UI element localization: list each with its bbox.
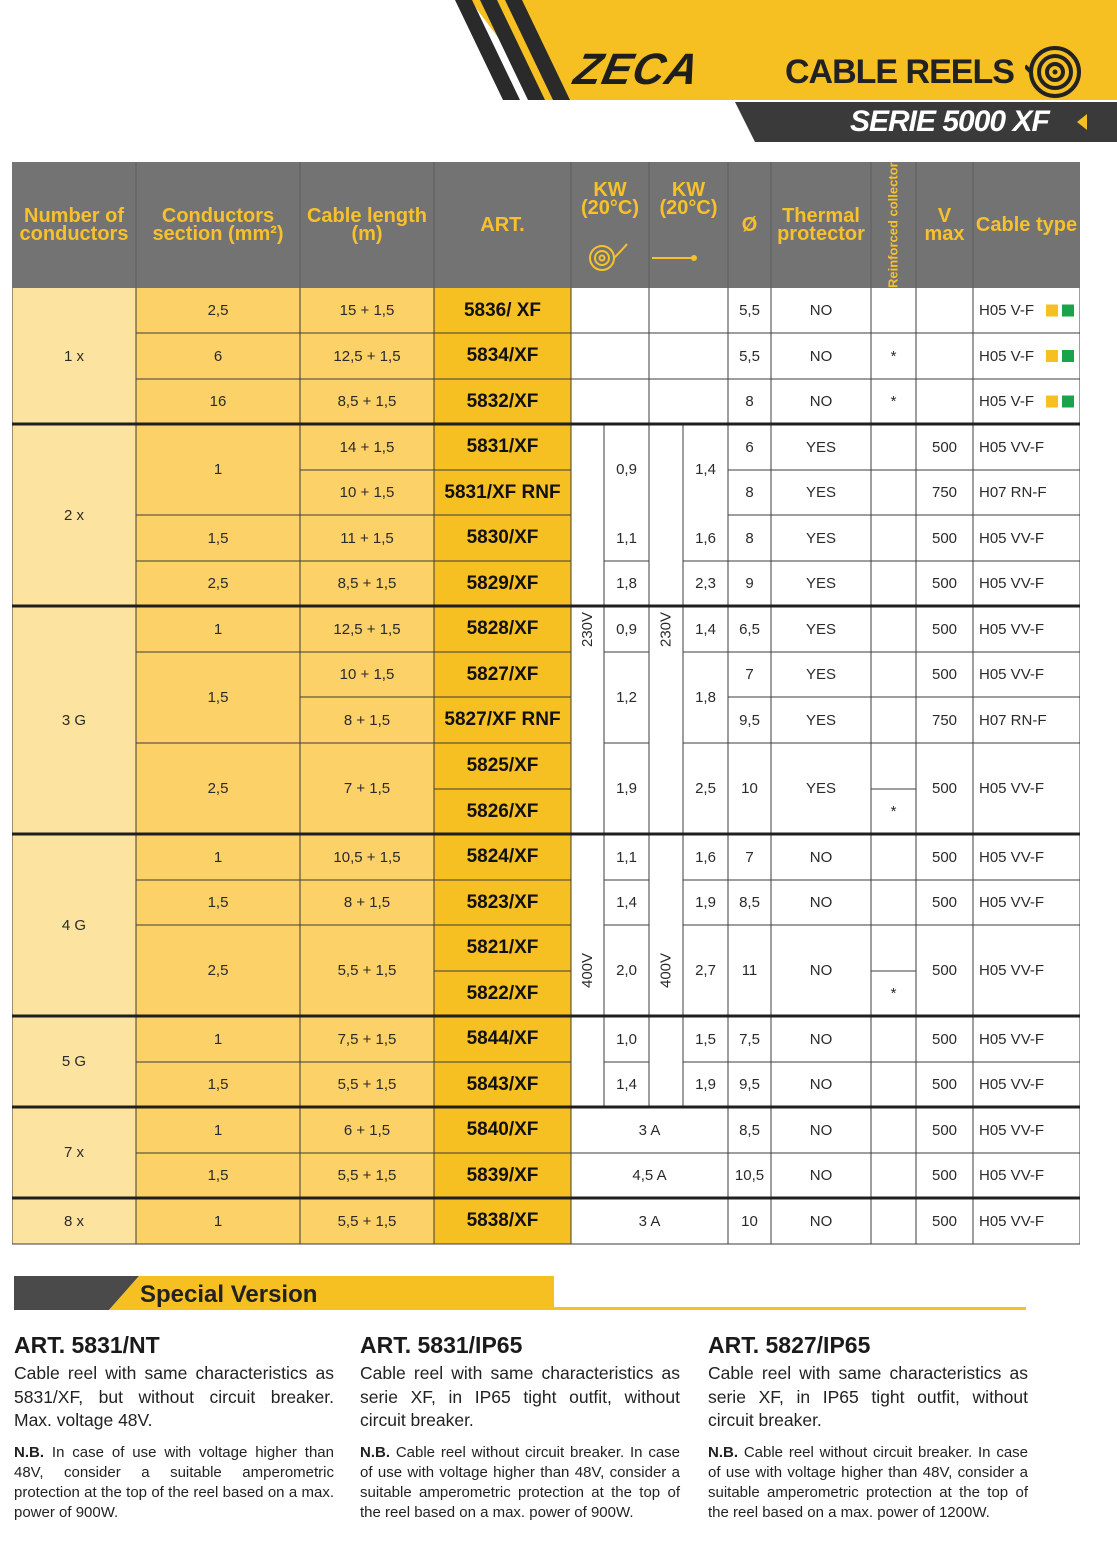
cable-type: H05 VV-F	[979, 620, 1045, 638]
special-item-note: N.B. Cable reel without circuit breaker. In case of use with voltage higher than 48V, consider a suitable amperometric protection at the top of the reel based on a max. power of 900W.	[360, 1443, 680, 1521]
brand-logo: ZECA	[569, 45, 705, 94]
thermal-protector-value: YES	[805, 666, 836, 683]
cable-length: 10 + 1,5	[339, 484, 395, 501]
reinforced-collector-mark	[871, 697, 916, 743]
conductor-section: 2,5	[207, 302, 229, 319]
article-number: 5839/XF	[466, 1164, 539, 1186]
cable-length: 8 + 1,5	[343, 711, 391, 729]
article-number: 5843/XF	[466, 1073, 539, 1095]
header-kw-uncoiled: KW (20°C)	[659, 179, 718, 219]
cable-type: H05 VV-F	[979, 894, 1045, 911]
thermal-protector-value: YES	[805, 438, 836, 456]
v-max-value: 500	[931, 962, 958, 979]
header-art: ART.	[480, 214, 525, 236]
conductor-section: 2,5	[207, 780, 229, 797]
reinforced-collector-mark	[871, 880, 916, 925]
cable-length: 12,5 + 1,5	[333, 620, 401, 638]
page-title: CABLE REELS	[785, 53, 1014, 91]
thermal-protector-value: YES	[805, 780, 836, 797]
kw-coiled-value: 1,4	[616, 1076, 637, 1093]
cable-type: H05 VV-F	[979, 666, 1045, 683]
v-max-value: 500	[931, 1167, 958, 1184]
cable-length: 5,5 + 1,5	[337, 962, 397, 979]
article-number: 5826/XF	[466, 800, 539, 822]
reinforced-collector-mark	[871, 288, 916, 333]
conductor-section: 2,5	[207, 575, 229, 592]
reinforced-collector-mark	[871, 1107, 916, 1153]
diameter-value: 7	[745, 848, 754, 866]
diameter-value: 9	[745, 575, 754, 592]
article-number: 5836/ XF	[463, 299, 542, 321]
thermal-protector-value: YES	[805, 575, 836, 592]
cable-length: 5,5 + 1,5	[337, 1212, 397, 1230]
reinforced-collector-mark	[871, 925, 916, 971]
reinforced-collector-mark	[871, 606, 916, 652]
cable-length: 6 + 1,5	[343, 1121, 391, 1139]
kw-coiled-value: 1,9	[616, 780, 637, 797]
kw-uncoiled-value: 2,5	[695, 780, 716, 797]
group-label: 5 G	[61, 1053, 87, 1070]
voltage-label: 230V	[579, 611, 596, 647]
special-item-description: Cable reel with same characteristics as 5831/XF, but without circuit breaker. Max. voltage 48V.	[14, 1363, 334, 1430]
thermal-protector-value: NO	[809, 1076, 833, 1093]
group-label: 2 x	[63, 506, 84, 524]
cable-type: H05 VV-F	[979, 529, 1045, 547]
v-max-value: 500	[931, 1076, 958, 1093]
cable-type: H05 V-F	[979, 347, 1035, 365]
thermal-protector-value: NO	[809, 1167, 833, 1184]
cable-reel-icon	[1025, 44, 1081, 100]
diameter-value: 8	[745, 393, 754, 410]
reinforced-collector-mark: *	[890, 985, 897, 1002]
article-number: 5823/XF	[466, 891, 539, 913]
conductor-section: 1	[213, 848, 223, 866]
reinforced-collector-mark	[871, 652, 916, 697]
diameter-value: 9,5	[739, 1076, 760, 1093]
diameter-value: 9,5	[739, 711, 760, 729]
cable-length: 7,5 + 1,5	[337, 1030, 397, 1048]
v-max-value: 500	[931, 529, 958, 547]
header-v-max: V max	[924, 205, 965, 245]
article-number: 5832/XF	[466, 390, 539, 412]
page-header	[0, 0, 1117, 150]
thermal-protector-value: NO	[809, 848, 833, 866]
thermal-protector-value: NO	[809, 347, 833, 365]
cable-type: H05 VV-F	[979, 575, 1045, 592]
cable-length: 7 + 1,5	[343, 780, 391, 797]
cable-length: 10,5 + 1,5	[333, 848, 401, 866]
cable-length: 11 + 1,5	[340, 529, 394, 547]
conductor-section: 16	[209, 393, 227, 410]
article-number: 5830/XF	[466, 527, 539, 548]
conductor-section: 2,5	[207, 962, 229, 979]
article-number: 5827/XF RNF	[444, 709, 561, 730]
reinforced-collector-mark	[871, 1153, 916, 1198]
special-item-note: N.B. Cable reel without circuit breaker. In case of use with voltage higher than 48V, consider a suitable amperometric protection at the top of the reel based on a max. power of 1200W.	[708, 1443, 1028, 1521]
v-max-value: 500	[931, 848, 958, 866]
cable-length: 5,5 + 1,5	[337, 1076, 397, 1093]
cable-type: H05 VV-F	[979, 1076, 1045, 1093]
diameter-value: 10	[741, 780, 758, 797]
conductor-section: 1	[213, 461, 223, 478]
thermal-protector-value: YES	[805, 529, 836, 547]
thermal-protector-value: NO	[809, 1030, 833, 1048]
v-max-value: 500	[931, 1121, 958, 1139]
conductor-section: 1	[213, 1121, 223, 1139]
thermal-protector-value: NO	[809, 1121, 833, 1139]
conductor-section: 1	[213, 620, 223, 638]
reinforced-collector-mark: *	[890, 347, 897, 365]
header-conductors-section: Conductors section (mm²)	[152, 205, 284, 245]
v-max-value: 500	[931, 620, 958, 638]
cable-length: 5,5 + 1,5	[337, 1167, 397, 1184]
special-item-description: Cable reel with same characteristics as serie XF, in IP65 tight outfit, without circuit breaker.	[360, 1363, 680, 1430]
cable-type: H05 VV-F	[979, 1121, 1045, 1139]
article-number: 5844/XF	[466, 1028, 539, 1049]
cable-length: 12,5 + 1,5	[333, 347, 401, 365]
conductor-section: 6	[213, 347, 223, 365]
thermal-protector-value: NO	[809, 393, 833, 410]
amperage-value: 3 A	[638, 1212, 661, 1230]
diameter-value: 10	[741, 1212, 758, 1230]
cable-reels-table	[12, 162, 1080, 1248]
reinforced-collector-mark	[871, 743, 916, 789]
article-number: 5840/XF	[466, 1119, 539, 1140]
special-item-art: ART. 5831/IP65	[360, 1332, 523, 1358]
reinforced-collector-mark	[871, 561, 916, 606]
conductor-section: 1,5	[207, 529, 229, 547]
voltage-label: 400V	[657, 952, 675, 989]
conductor-section: 1,5	[207, 1167, 229, 1184]
reinforced-collector-mark	[871, 834, 916, 880]
v-max-value: 500	[931, 575, 958, 592]
kw-uncoiled-value: 1,9	[695, 894, 716, 911]
diameter-value: 8,5	[739, 1121, 760, 1139]
cable-type: H05 VV-F	[979, 962, 1045, 979]
kw-coiled-value: 1,1	[616, 848, 637, 866]
article-number: 5829/XF	[466, 572, 539, 594]
special-item-5831-ip65	[360, 1330, 680, 1523]
article-number: 5838/XF	[466, 1210, 539, 1231]
v-max-value: 500	[931, 666, 958, 683]
diameter-value: 7	[745, 666, 754, 683]
kw-coiled-value: 1,1	[616, 529, 637, 547]
article-number: 5825/XF	[466, 755, 539, 776]
kw-coiled-value: 2,0	[616, 962, 637, 979]
header-cable-type: Cable type	[975, 214, 1078, 236]
kw-uncoiled-value: 1,6	[695, 529, 716, 547]
article-number: 5822/XF	[466, 982, 539, 1004]
diameter-value: 10,5	[734, 1167, 765, 1184]
thermal-protector-value: NO	[809, 302, 833, 319]
reinforced-collector-mark	[871, 1016, 916, 1062]
article-number: 5827/XF	[466, 663, 539, 685]
v-max-value: 500	[931, 1030, 958, 1048]
reinforced-collector-mark: *	[890, 393, 897, 410]
amperage-value: 4,5 A	[632, 1167, 667, 1184]
cable-length: 14 + 1,5	[339, 438, 395, 456]
reinforced-collector-mark	[871, 1198, 916, 1244]
article-number: 5824/XF	[466, 846, 539, 867]
v-max-value	[916, 333, 973, 379]
amperage-value: 3 A	[638, 1121, 661, 1139]
special-item-5827-ip65	[708, 1330, 1028, 1523]
v-max-value: 750	[931, 711, 958, 729]
reinforced-collector-mark: *	[890, 803, 897, 820]
thermal-protector-value: NO	[809, 1212, 833, 1230]
diameter-value: 5,5	[739, 347, 760, 365]
special-item-description: Cable reel with same characteristics as serie XF, in IP65 tight outfit, without circuit breaker.	[708, 1363, 1028, 1430]
cable-length: 15 + 1,5	[339, 302, 395, 319]
cable-type: H05 VV-F	[979, 1212, 1045, 1230]
cable-type: H05 VV-F	[979, 848, 1045, 866]
header-reinforced-collector: Reinforced collector	[885, 162, 901, 288]
reinforced-collector-mark	[871, 1062, 916, 1107]
v-max-value: 500	[931, 1212, 958, 1230]
kw-uncoiled-value: 1,4	[695, 620, 716, 638]
cable-length: 8,5 + 1,5	[337, 575, 397, 592]
special-version-title: Special Version	[140, 1281, 318, 1308]
v-max-value	[916, 379, 973, 424]
header-thermal-protector: Thermal protector	[777, 205, 865, 245]
voltage-label: 230V	[657, 611, 675, 647]
thermal-protector-value: YES	[805, 711, 836, 729]
kw-coiled-value: 1,8	[616, 575, 637, 592]
kw-uncoiled-value: 1,6	[695, 848, 716, 866]
thermal-protector-value: NO	[809, 962, 833, 979]
cable-type: H05 VV-F	[979, 438, 1045, 456]
cable-type: H05 VV-F	[979, 1167, 1045, 1184]
kw-uncoiled-value: 1,4	[695, 461, 716, 478]
cable-length: 8,5 + 1,5	[337, 393, 397, 410]
special-item-art: ART. 5827/IP65	[708, 1332, 871, 1358]
v-max-value: 500	[931, 894, 958, 911]
article-number: 5831/XF	[466, 436, 539, 457]
kw-coiled-value: 0,9	[616, 461, 637, 478]
article-number: 5834/XF	[466, 345, 539, 366]
cable-length: 10 + 1,5	[339, 666, 395, 683]
reinforced-collector-mark	[871, 515, 916, 561]
cable-type: H05 V-F	[979, 302, 1035, 319]
article-number: 5828/XF	[466, 618, 539, 639]
kw-coiled-value: 1,2	[616, 689, 637, 706]
diameter-value: 8	[745, 484, 754, 501]
conductor-section: 1,5	[207, 894, 229, 911]
v-max-value: 750	[931, 484, 958, 501]
diameter-value: 8,5	[739, 894, 760, 911]
kw-uncoiled-value: 1,8	[695, 689, 716, 706]
special-item-5831-nt	[14, 1330, 334, 1523]
kw-uncoiled-value: 2,3	[695, 575, 716, 592]
thermal-protector-value: NO	[809, 894, 833, 911]
group-label: 4 G	[61, 916, 87, 934]
kw-uncoiled-value: 1,5	[695, 1030, 716, 1048]
article-number: 5831/XF RNF	[444, 481, 561, 503]
header-number-of-conductors: Number of conductors	[19, 205, 129, 245]
special-item-note: N.B. In case of use with voltage higher than 48V, consider a suitable amperometric protection at the top of the reel based on a max. power of 900W.	[14, 1443, 334, 1521]
kw-coiled-value: 1,0	[616, 1030, 637, 1048]
group-label: 1 x	[63, 347, 84, 365]
group-label: 7 x	[63, 1144, 84, 1161]
thermal-protector-value: YES	[805, 620, 836, 638]
cable-type: H05 VV-F	[979, 1030, 1045, 1048]
cable-type: H07 RN-F	[979, 484, 1047, 501]
conductor-section: 1	[213, 1212, 223, 1230]
special-item-art: ART. 5831/NT	[14, 1332, 160, 1358]
header-kw-coiled: KW (20°C)	[581, 179, 640, 219]
kw-coiled-value: 1,4	[616, 894, 637, 911]
header-diameter: Ø	[741, 214, 758, 236]
diameter-value: 5,5	[739, 302, 760, 319]
group-label: 8 x	[63, 1212, 84, 1230]
conductor-section: 1,5	[207, 1076, 229, 1093]
kw-uncoiled-value: 2,7	[695, 962, 716, 979]
v-max-value	[916, 288, 973, 333]
cable-type: H05 VV-F	[979, 780, 1045, 797]
v-max-value: 500	[931, 780, 958, 797]
series-subtitle: SERIE 5000 XF	[850, 105, 1049, 138]
kw-uncoiled-value: 1,9	[695, 1076, 716, 1093]
cable-length: 8 + 1,5	[343, 894, 391, 911]
thermal-protector-value: YES	[805, 484, 836, 501]
caret-left-icon	[1075, 112, 1089, 132]
conductor-section: 1,5	[207, 689, 229, 706]
cable-type: H05 V-F	[979, 393, 1035, 410]
diameter-value: 6	[745, 438, 754, 456]
cable-type: H07 RN-F	[979, 711, 1047, 729]
voltage-label: 400V	[579, 952, 596, 989]
diameter-value: 7,5	[739, 1030, 760, 1048]
header-cable-length: Cable length (m)	[306, 205, 427, 245]
article-number: 5821/XF	[466, 937, 539, 958]
conductor-section: 1	[213, 1030, 223, 1048]
v-max-value: 500	[931, 438, 958, 456]
diameter-value: 8	[745, 529, 754, 547]
diameter-value: 11	[741, 962, 758, 979]
diameter-value: 6,5	[739, 620, 760, 638]
kw-coiled-value: 0,9	[616, 620, 637, 638]
reinforced-collector-mark	[871, 470, 916, 515]
reinforced-collector-mark	[871, 424, 916, 470]
group-label: 3 G	[61, 711, 87, 729]
